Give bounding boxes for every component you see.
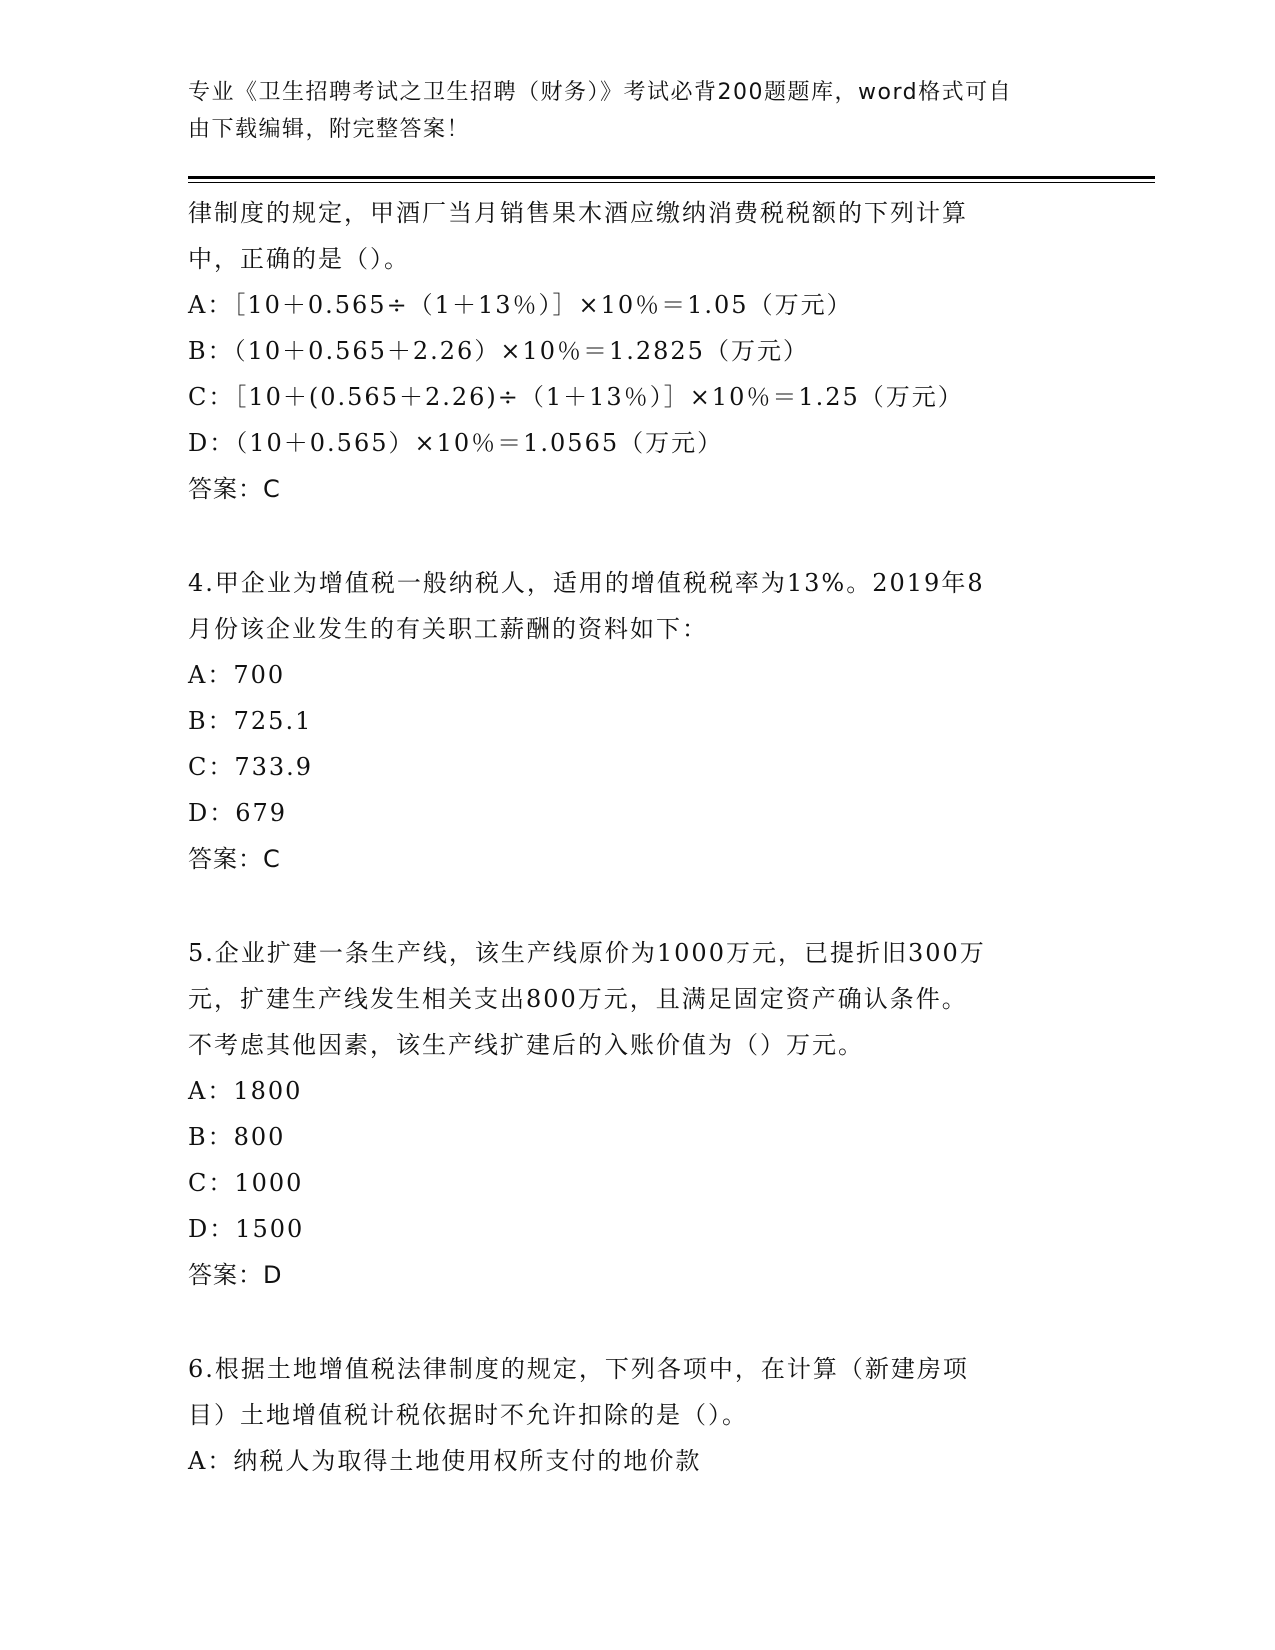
question-4-stem-line-2: 月份该企业发生的有关职工薪酬的资料如下：	[188, 615, 708, 643]
question-3-option-d: D：（10＋0.565）×10％＝1.0565（万元）	[188, 429, 724, 457]
question-4-option-a: A：700	[188, 661, 286, 689]
question-5	[188, 930, 1088, 1298]
header-rule-thin	[188, 182, 1155, 183]
header-line-1: 专业《卫生招聘考试之卫生招聘（财务）》考试必背200题题库，word格式可自	[188, 80, 1013, 105]
question-6-option-a: A：纳税人为取得土地使用权所支付的地价款	[188, 1447, 702, 1475]
question-3-answer: 答案：C	[188, 475, 281, 503]
question-5-answer: 答案：D	[188, 1261, 283, 1289]
question-4	[188, 560, 1088, 882]
question-6-stem-line-2: 目）土地增值税计税依据时不允许扣除的是（）。	[188, 1401, 748, 1429]
question-3-option-c: C：［10＋(0.565＋2.26)÷（1＋13％）］×10％＝1.25（万元）	[188, 383, 964, 411]
question-5-stem-line-1: 5.企业扩建一条生产线，该生产线原价为1000万元，已提折旧300万	[188, 939, 986, 967]
question-4-answer: 答案：C	[188, 845, 281, 873]
question-3-stem-line-2: 中，正确的是（）。	[188, 245, 410, 273]
question-5-stem-line-2: 元，扩建生产线发生相关支出800万元，且满足固定资产确认条件。	[188, 985, 968, 1013]
question-3	[188, 190, 1088, 512]
question-gap	[188, 882, 1088, 930]
header-line-2: 由下载编辑，附完整答案！	[188, 117, 471, 142]
question-4-stem-line-1: 4.甲企业为增值税一般纳税人，适用的增值税税率为13%。2019年8	[188, 569, 985, 597]
question-4-option-d: D：679	[188, 799, 288, 827]
question-gap	[188, 512, 1088, 560]
question-5-option-c: C：1000	[188, 1169, 304, 1197]
header-rule-thick	[188, 176, 1155, 179]
question-content	[188, 190, 1088, 1484]
question-4-option-b: B：725.1	[188, 707, 313, 735]
question-3-option-b: B：（10＋0.565＋2.26）×10％＝1.2825（万元）	[188, 337, 809, 365]
question-5-option-a: A：1800	[188, 1077, 303, 1105]
question-6	[188, 1346, 1088, 1484]
question-5-option-d: D：1500	[188, 1215, 305, 1243]
question-5-stem-line-3: 不考虑其他因素，该生产线扩建后的入账价值为（）万元。	[188, 1031, 864, 1059]
question-3-option-a: A：［10＋0.565÷（1＋13％）］×10％＝1.05（万元）	[188, 291, 853, 319]
question-3-stem-line-1: 律制度的规定，甲酒厂当月销售果木酒应缴纳消费税税额的下列计算	[188, 199, 968, 227]
question-gap	[188, 1298, 1088, 1346]
question-6-stem-line-1: 6.根据土地增值税法律制度的规定，下列各项中，在计算（新建房项	[188, 1355, 969, 1383]
question-5-option-b: B：800	[188, 1123, 286, 1151]
document-header	[188, 74, 1088, 148]
question-4-option-c: C：733.9	[188, 753, 314, 781]
